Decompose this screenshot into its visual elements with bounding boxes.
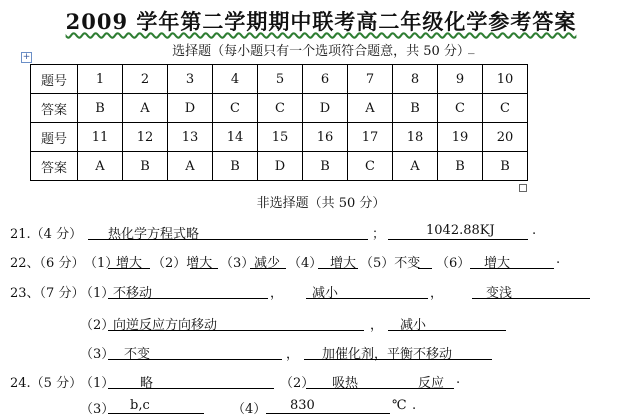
table-move-handle-icon[interactable]: +: [22, 52, 31, 62]
q24-end-mark: .: [456, 372, 461, 387]
answer-cell: C: [213, 94, 258, 123]
answer-table: [30, 64, 528, 181]
answer-cell: B: [483, 152, 528, 181]
number-cell: 5: [258, 65, 303, 94]
q24-end-mark-2: .: [412, 398, 417, 413]
answer-cell: A: [348, 94, 393, 123]
table-row: [31, 152, 528, 181]
number-cell: 18: [393, 123, 438, 152]
answer-cell: B: [123, 152, 168, 181]
q23-part-2: （2）: [80, 318, 115, 333]
q22-part-5: （5）不变: [360, 256, 421, 271]
answer-cell: D: [168, 94, 213, 123]
answer-blank-line: [388, 330, 506, 331]
q23-answer-5: 减小: [400, 318, 427, 333]
number-cell: 20: [483, 123, 528, 152]
q21-end-mark: .: [532, 223, 537, 238]
answer-blank-line: [266, 413, 390, 414]
number-cell: 19: [438, 123, 483, 152]
q23-comma-2: ，: [430, 286, 444, 301]
answer-cell: D: [303, 94, 348, 123]
answer-blank-line: [304, 359, 492, 360]
q24-part-2: （2）: [280, 376, 315, 391]
q21-label: 21.（4 分）: [10, 227, 83, 242]
table-row: [31, 94, 528, 123]
q23-comma-4: ，: [286, 347, 300, 362]
table-row: [31, 65, 528, 94]
q23-part-3: （3）: [80, 347, 115, 362]
q22-part-2: （2）增大: [152, 256, 213, 271]
q24-part-4: （4）: [232, 402, 267, 417]
number-cell: 10: [483, 65, 528, 94]
number-cell: 7: [348, 65, 393, 94]
q22-part-1: （1）: [84, 256, 119, 271]
answer-blank-line: [472, 298, 590, 299]
answer-blank-line: [108, 330, 364, 331]
q24-part-3: （3）: [80, 402, 115, 417]
answer-blank-line: [250, 268, 286, 269]
answer-cell: C: [348, 152, 393, 181]
q22-part-6: （6）: [436, 256, 471, 271]
q23-label: 23、（7 分）: [10, 286, 85, 301]
multiple-choice-heading: [0, 40, 642, 59]
q23-answer-1: 不移动: [113, 286, 153, 301]
answer-cell: B: [78, 94, 123, 123]
number-cell: 2: [123, 65, 168, 94]
mc-heading-tail: _: [468, 40, 475, 55]
answer-cell: C: [438, 94, 483, 123]
document-title: [0, 6, 642, 36]
mc-heading-text: 选择题（每小题只有一个选项符合题意，共 50 分）: [172, 44, 470, 59]
q24-part-1: （1）: [80, 376, 115, 391]
answer-cell: A: [123, 94, 168, 123]
answer-cell: B: [303, 152, 348, 181]
q24-label: 24.（5 分）: [10, 376, 83, 391]
number-cell: 11: [78, 123, 123, 152]
answer-blank-line: [470, 268, 554, 269]
number-cell: 3: [168, 65, 213, 94]
q22-part-3: （3）: [220, 256, 255, 271]
answer-cell: B: [438, 152, 483, 181]
answer-blank-line: [306, 298, 428, 299]
answer-blank-line: [108, 413, 204, 414]
q22-answer-4: 增大: [330, 256, 357, 271]
answer-blank-line: [318, 268, 358, 269]
q22-label: 22、（6 分）: [10, 256, 85, 271]
answer-cell: D: [258, 152, 303, 181]
label-cell: 题号: [31, 65, 78, 94]
q24-answer-4: b,c: [130, 398, 150, 413]
non-multiple-choice-heading: 非选择题（共 50 分）: [256, 196, 386, 211]
answer-blank-line: [418, 268, 432, 269]
number-cell: 15: [258, 123, 303, 152]
q22-part-4: （4）: [288, 256, 323, 271]
answer-cell: A: [78, 152, 123, 181]
number-cell: 14: [213, 123, 258, 152]
answer-cell: B: [213, 152, 258, 181]
number-cell: 16: [303, 123, 348, 152]
answer-blank-line: [388, 239, 528, 240]
q23-answer-3: 变浅: [486, 286, 513, 301]
q21-answer-2: 1042.88KJ: [426, 223, 495, 238]
answer-blank-line: [306, 388, 454, 389]
q23-answer-4: 向逆反应方向移动: [113, 318, 218, 333]
number-cell: 12: [123, 123, 168, 152]
answer-blank-line: [88, 239, 368, 240]
q23-comma-3: ，: [370, 318, 384, 333]
label-cell: 题号: [31, 123, 78, 152]
q24-answer-1: 略: [140, 376, 154, 391]
q22-answer-3: 减少: [254, 256, 281, 271]
table-row: [31, 123, 528, 152]
answer-blank-line: [190, 268, 218, 269]
answer-cell: C: [258, 94, 303, 123]
label-cell: 答案: [31, 152, 78, 181]
number-cell: 17: [348, 123, 393, 152]
number-cell: 9: [438, 65, 483, 94]
number-cell: 4: [213, 65, 258, 94]
q21-separator: ；: [372, 227, 386, 242]
q22-end-mark: .: [556, 252, 561, 267]
answer-blank-line: [108, 298, 268, 299]
q21-answer-1: 热化学方程式略: [108, 227, 200, 242]
answer-cell: B: [393, 94, 438, 123]
q23-part-1: （1）: [80, 286, 115, 301]
q23-answer-7: 加催化剂，平衡不移动: [322, 347, 453, 362]
q24-answer-3: 反应: [418, 376, 445, 391]
number-cell: 13: [168, 123, 213, 152]
q24-answer-2: 吸热: [332, 376, 359, 391]
q22-answer-6: 增大: [484, 256, 511, 271]
number-cell: 8: [393, 65, 438, 94]
answer-blank-line: [108, 359, 282, 360]
answer-cell: A: [168, 152, 213, 181]
answer-cell: C: [483, 94, 528, 123]
number-cell: 1: [78, 65, 123, 94]
q24-unit: ℃: [392, 398, 407, 413]
q23-answer-6: 不变: [124, 347, 151, 362]
answer-blank-line: [108, 268, 150, 269]
label-cell: 答案: [31, 94, 78, 123]
q24-answer-5: 830: [290, 398, 315, 413]
q23-comma-1: ，: [270, 286, 284, 301]
answer-blank-line: [108, 388, 274, 389]
number-cell: 6: [303, 65, 348, 94]
title-text: 2009 学年第二学期期中联考高二年级化学参考答案: [65, 9, 577, 34]
q23-answer-2: 减小: [312, 286, 339, 301]
table-resize-handle[interactable]: [519, 184, 527, 192]
q22-answer-1: 增大: [116, 256, 143, 271]
answer-cell: A: [393, 152, 438, 181]
